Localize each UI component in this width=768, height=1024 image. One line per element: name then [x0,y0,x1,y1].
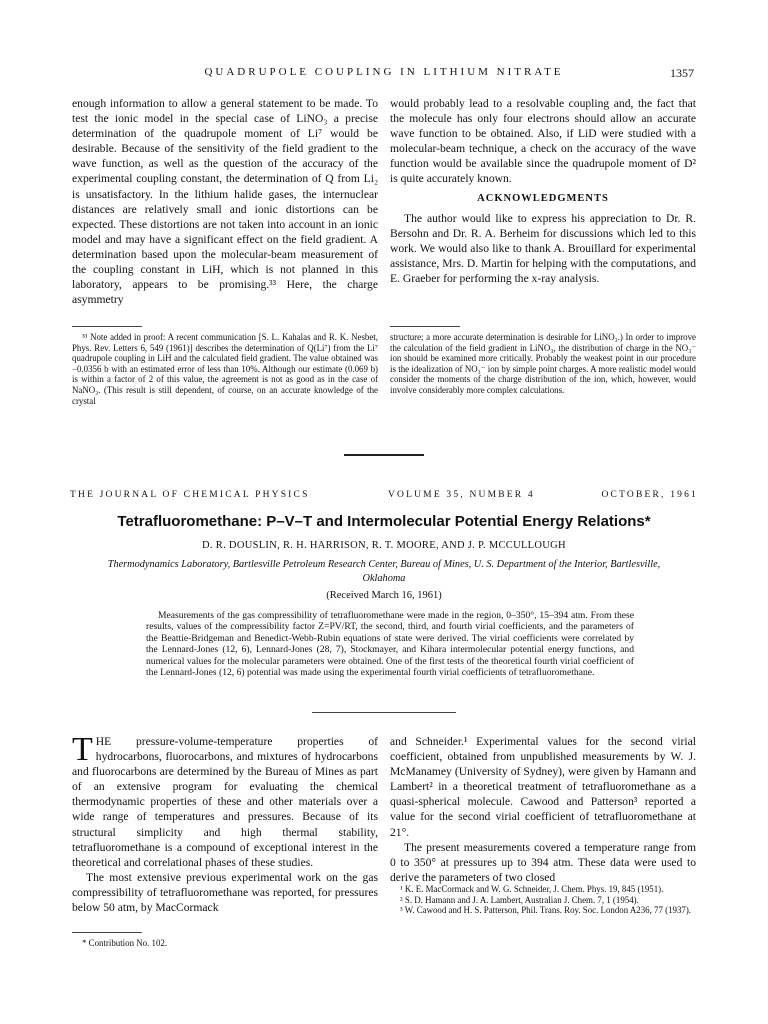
top-left-column [72,96,378,307]
previous-work-paragraph: The most extensive previous experimental work on the gas compressibility of tetrafluoromethane was reported, for pressures below 50 atm, by MacCormack [72,870,378,915]
intro-paragraph [72,731,378,870]
journal-date: OCTOBER, 1961 [601,490,698,500]
acknowledgments-body: The author would like to express his appreciation to Dr. R. Bersohn and Dr. R. A. Berheim for discussions which led to this work. We would also like to thank A. Brouillard for experimental assistance, Mrs. D. Martin for helping with the computations, and E. Graeber for performing the x-ray analysis. [390,211,696,286]
present-measurements-paragraph: The present measurements covered a temperature range from 0 to 350° at pressures up to 394 atm. These data were used to derive the parameters of two closed [390,840,696,884]
abstract-rule [312,712,456,713]
intro-text: HE pressure-volume-temperature properties of hydrocarbons, fluorocarbons, and mixtures of hydrocarbons and fluorocarbons are determined by the Bureau of Mines as part of an extensive program for evaluating the chemical thermodynamic properties of these and other materials over a wide range of temperatures and pressures. Because of its structural simplicity and high thermal stability, tetrafluoromethane is a compound of exceptional interest in the theoretical and correlational phases of these studies. [72,735,378,869]
article-title: Tetrafluoromethane: P–V–T and Intermolecular Potential Energy Relations* [117,513,651,530]
article-authors: D. R. DOUSLIN, R. H. HARRISON, R. T. MOORE, AND J. P. MCCULLOUGH [202,540,566,551]
article-separator [344,454,424,456]
top-right-column [390,96,696,286]
footnote-33: ³³ Note added in proof: A recent communication [S. L. Kahalas and R. K. Nesbet, Phys. Rev. Letters 6, 549 (1961)] describes the determination of Q(Li⁷) from the Li⁷ quadrupole coupling in LiH and the calculated field gradient. The value obtained was −0.0356 b with an estimated error of less than 10%. Although our estimate (0.069 b) is within a factor of 2 of this value, the agreement is not as good as in the case of NaNO₃. (This result is still dependent, of course, on an accurate knowledge of the crystal [72,332,378,406]
running-head-title: QUADRUPOLE COUPLING IN LITHIUM NITRATE [204,66,564,78]
bottom-right-column [390,734,696,885]
top-right-body: would probably lead to a resolvable coupling and, the fact that the molecule has only four electrons should allow an accurate wave function to be obtained. Also, if LiD were studied with a molecular-beam technique, a check on the accuracy of the wave function would be available since the quadrupole moment of D² is quite accurately known. [390,97,696,186]
acknowledgments-heading: ACKNOWLEDGMENTS [477,192,609,204]
footnote-33-continued: structure; a more accurate determination is desirable for LiNO₃.) In order to improve the calculation of the field gradient in LiNO₃, the distribution of charge in the NO₃⁻ ion should be examined more critically. Probably the weakest point in our procedure is the idealization of NO₃⁻ ion by simple point charges. A more realistic model would consider the moments of the charge distribution of the ion, which, however, would involve considerably more complex calculations. [390,332,696,395]
footnote-1: ¹ K. E. MacCormack and W. G. Schneider, J. Chem. Phys. 19, 845 (1951). [400,884,664,894]
article-affiliation: Thermodynamics Laboratory, Bartlesville Petroleum Research Center, Bureau of Mines, U. S. Department of the Interior, Bartlesville, Oklahoma [107,559,661,584]
bottom-left-column [72,731,378,915]
running-head [68,66,700,82]
contribution-footnote: * Contribution No. 102. [82,938,168,948]
top-right-footnote [390,332,696,396]
footnote-2: ² S. D. Hamann and J. A. Lambert, Australian J. Chem. 7, 1 (1954). [400,894,639,905]
top-left-body: enough information to allow a general statement to be made. To test the ionic model in the special case of LiNO₃ a precise determination of the quadrupole moment of Li⁷ would be desirable. Because of the sensitivity of the field gradient to the wave function, as well as the question of the accuracy of the experimental coupling constant, the determination of Q from Li₂ is unsatisfactory. In the lithium halide gases, the internuclear distances are relatively small and ionic distortions can be expected. These distortions are not taken into account in an ionic model and may have a significant effect on the field gradient. A determination based upon the molecular-beam measurement of the coupling constant in LiH, which is not planned in this laboratory, appears to be promising.³³ Here, the charge asymmetry [72,97,378,307]
journal-name: THE JOURNAL OF CHEMICAL PHYSICS [70,490,310,500]
schneider-paragraph: and Schneider.¹ Experimental values for the second virial coefficient, obtained from unpublished measurements by W. J. McManamey (University of Sydney), were given by Hamann and Lambert² in a theoretical treatment of tetrafluoromethane as a quasi-spherical molecule. Cawood and Patterson³ reported a value for the second virial coefficient of tetrafluoromethane at 21°. [390,735,696,839]
footnote-rule-right [390,326,460,327]
abstract-text: Measurements of the gas compressibility of tetrafluoromethane were made in the region, 0–350°, 15–394 atm. From these results, values of the compressibility factor Z=PV/RT, the second, third, and fourth virial coefficients, and the parameters of the Beattie-Bridgeman and Benedict-Webb-Rubin equations of state were derived. The virial coefficients were correlated by the Lennard-Jones (12, 6), Lennard-Jones (28, 7), Stockmayer, and Kihara intermolecular potential energy functions, and numerical values for the molecular parameters were obtained. One of the first tests of the theoretical fourth virial coefficient of the Lennard-Jones (12, 6) potential was made using the experimental fourth virial coefficients of tetrafluoromethane. [146,610,634,679]
bottom-right-footnotes [390,884,696,916]
bottom-left-footnote [72,938,378,949]
footnote-rule-left [72,326,142,327]
page-number: 1357 [670,66,694,80]
top-left-footnote [72,332,378,406]
footnote-3: ³ W. Cawood and H. S. Patterson, Phil. Trans. Roy. Soc. London A236, 77 (1937). [400,905,692,916]
journal-volume: VOLUME 35, NUMBER 4 [388,490,535,500]
drop-cap: T [72,731,93,768]
journal-line [70,490,698,504]
received-date: (Received March 16, 1961) [326,590,442,601]
abstract [146,610,634,678]
footnote-rule-bottom-left [72,932,142,933]
